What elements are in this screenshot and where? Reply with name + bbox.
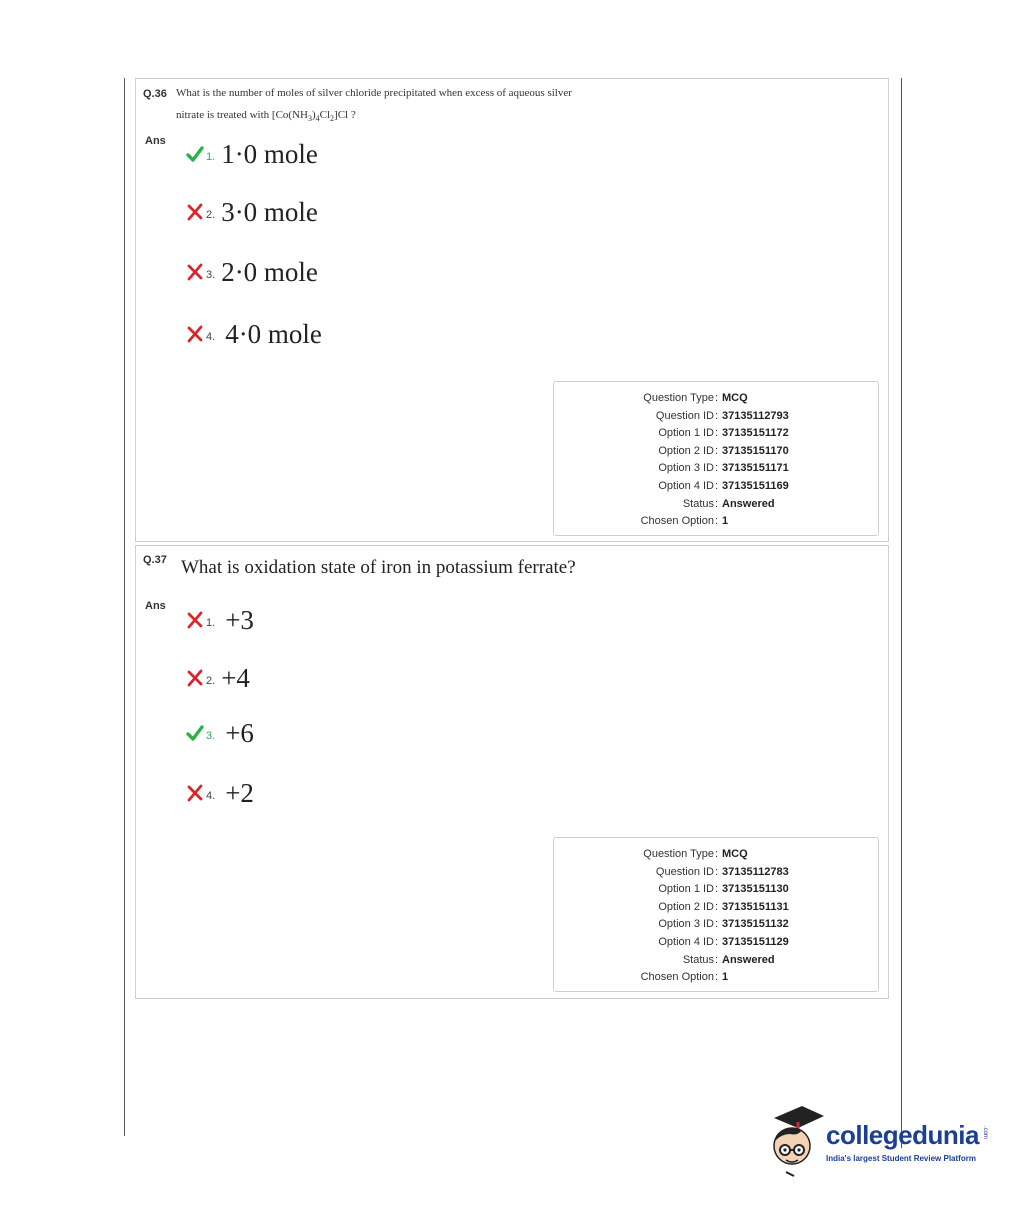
option-text: +3 [225,604,254,635]
option-text: 3·0 mole [221,196,318,227]
option-text: 2·0 mole [221,256,318,287]
brand-name: collegedunia [826,1120,979,1150]
meta-row: Option 1 ID : 37135151172 [658,427,789,440]
meta-row: Question Type : MCQ [643,848,748,860]
meta-row: Question Type : MCQ [643,392,748,404]
option-text: 1·0 mole [221,138,318,169]
collegedunia-logo [768,1100,998,1180]
option-number: 4. [206,331,216,343]
question-text-line1: What is the number of moles of silver chloride precipitated when excess of aqueous silver [176,87,572,99]
option-1 [186,137,318,171]
meta-row: Question ID : 37135112783 [655,865,789,878]
cross-icon [186,263,204,281]
cross-icon [186,784,204,802]
meta-row: Option 3 ID : 37135151132 [658,918,789,931]
option-number: 1. [206,617,216,629]
option-2 [186,195,318,229]
meta-row: Chosen Option : 1 [640,971,729,984]
meta-row: Option 4 ID : 37135151169 [658,479,789,492]
meta-row: Status : Answered [682,953,775,966]
option-2 [186,661,250,695]
cross-icon [186,203,204,221]
option-text: +6 [225,717,254,748]
meta-row: Option 4 ID : 37135151129 [658,935,789,948]
meta-row: Question ID : 37135112793 [655,409,789,422]
option-number: 4. [206,790,216,802]
option-3 [186,255,318,289]
question-number: Q.36 [143,88,167,100]
question-text-line2: nitrate is treated with $[Co(NH_3)_4Cl_2]Cl$ ? [176,109,356,124]
brand-suffix: .com [982,1126,988,1140]
ans-label: Ans [145,600,166,612]
option-text: +4 [221,662,250,693]
meta-row: Option 1 ID : 37135151130 [658,883,789,896]
meta-row: Status : Answered [682,497,775,510]
question-number: Q.37 [143,554,167,566]
question-meta-box [553,837,879,992]
question-meta-box [553,381,879,536]
option-1 [186,603,254,637]
option-number: 1. [206,151,216,163]
option-number: 3. [206,730,216,742]
option-number: 3. [206,269,216,281]
ans-label: Ans [145,135,166,147]
meta-row: Option 2 ID : 37135151131 [658,900,789,913]
option-number: 2. [206,209,216,221]
brand-tagline: India's largest Student Review Platform [826,1154,976,1163]
right-page-border [901,78,902,1148]
left-page-border [124,78,125,1136]
option-text: 4·0 mole [225,318,322,349]
cross-icon [186,325,204,343]
meta-row: Option 3 ID : 37135151171 [658,462,789,475]
question-text: What is oxidation state of iron in potassium ferrate? [181,557,576,578]
meta-row: Chosen Option : 1 [640,515,729,528]
question-text [176,82,676,130]
cross-icon [186,611,204,629]
mascot-icon [768,1100,824,1180]
meta-row: Option 2 ID : 37135151170 [658,444,789,457]
option-4 [186,776,254,810]
option-number: 2. [206,675,216,687]
check-icon [186,724,204,742]
option-3 [186,716,254,750]
check-icon [186,145,204,163]
option-text: +2 [225,777,254,808]
cross-icon [186,669,204,687]
option-4 [186,317,322,351]
